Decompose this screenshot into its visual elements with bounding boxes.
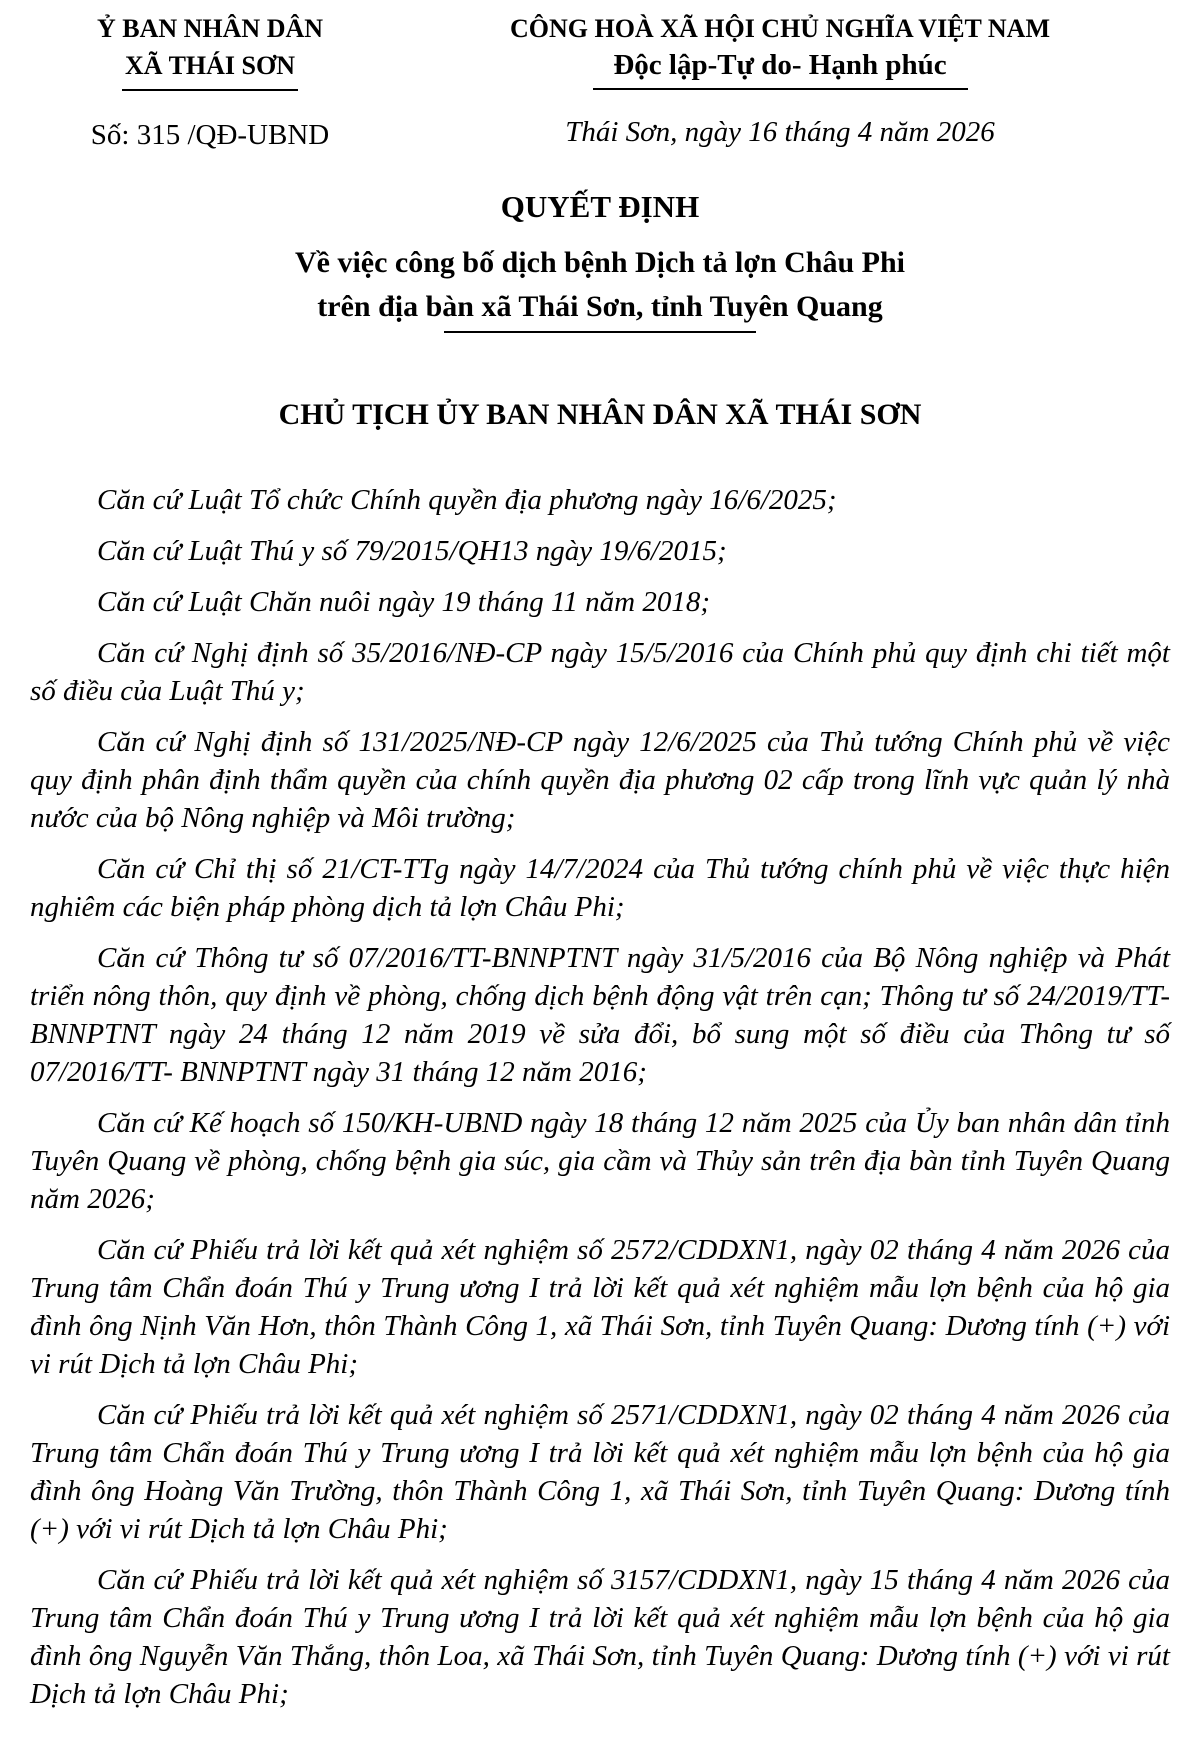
document-body <box>30 481 1170 1713</box>
document-header <box>30 10 1170 153</box>
national-republic-line: CÔNG HOÀ XÃ HỘI CHỦ NGHĨA VIỆT NAM <box>509 14 1051 43</box>
decision-subject-line1: Về việc công bố dịch bệnh Dịch tả lợn Châu Phi <box>294 246 906 279</box>
motto-divider <box>593 88 968 90</box>
issuing-org-block <box>30 10 390 153</box>
document-number: Số: 315 /QĐ-UBND <box>90 119 330 151</box>
body-paragraph: Căn cứ Phiếu trả lời kết quả xét nghiệm số 2571/CDDXN1, ngày 02 tháng 4 năm 2026 của Trung tâm Chẩn đoán Thú y Trung ương I trả lời kết quả xét nghiệm mẫu lợn bệnh của hộ gia đình ông Hoàng Văn Trường, thôn Thành Công 1, xã Thái Sơn, tỉnh Tuyên Quang: Dương tính (+) với vi rút Dịch tả lợn Châu Phi; <box>30 1399 1170 1545</box>
body-paragraph: Căn cứ Phiếu trả lời kết quả xét nghiệm số 2572/CDDXN1, ngày 02 tháng 4 năm 2026 của Trung tâm Chẩn đoán Thú y Trung ương I trả lời kết quả xét nghiệm mẫu lợn bệnh của hộ gia đình ông Nịnh Văn Hơn, thôn Thành Công 1, xã Thái Sơn, tỉnh Tuyên Quang: Dương tính (+) với vi rút Dịch tả lợn Châu Phi; <box>30 1234 1170 1380</box>
decision-heading: QUYẾT ĐỊNH <box>500 189 700 224</box>
body-paragraph: Căn cứ Luật Thú y số 79/2015/QH13 ngày 19/6/2015; <box>97 535 727 567</box>
issuing-org-divider <box>122 89 298 91</box>
body-paragraph: Căn cứ Nghị định số 35/2016/NĐ-CP ngày 15/5/2016 của Chính phủ quy định chi tiết một số điều của Luật Thú y; <box>30 637 1170 707</box>
national-motto-line: Độc lập-Tự do- Hạnh phúc <box>613 49 947 81</box>
place-date-line: Thái Sơn, ngày 16 tháng 4 năm 2026 <box>565 116 995 148</box>
title-block <box>30 187 1170 435</box>
body-paragraph: Căn cứ Kế hoạch số 150/KH-UBND ngày 18 tháng 12 năm 2025 của Ủy ban nhân dân tỉnh Tuyên Quang về phòng, chống bệnh gia súc, gia cầm và Thủy sản trên địa bàn tỉnh Tuyên Quang năm 2026; <box>30 1107 1170 1215</box>
national-header-block <box>390 10 1170 150</box>
body-paragraph: Căn cứ Luật Tổ chức Chính quyền địa phương ngày 16/6/2025; <box>97 484 837 516</box>
body-paragraph: Căn cứ Phiếu trả lời kết quả xét nghiệm số 3157/CDDXN1, ngày 15 tháng 4 năm 2026 của Trung tâm Chẩn đoán Thú y Trung ương I trả lời kết quả xét nghiệm mẫu lợn bệnh của hộ gia đình ông Nguyễn Văn Thắng, thôn Loa, xã Thái Sơn, tỉnh Tuyên Quang: Dương tính (+) với vi rút Dịch tả lợn Châu Phi; <box>30 1564 1170 1710</box>
issuing-org-line2: XÃ THÁI SƠN <box>124 51 295 80</box>
decision-subject-line2: trên địa bàn xã Thái Sơn, tỉnh Tuyên Quang <box>317 290 883 323</box>
authority-heading: CHỦ TỊCH ỦY BAN NHÂN DÂN XÃ THÁI SƠN <box>278 398 922 431</box>
title-divider <box>444 331 756 333</box>
issuing-org-line1: Ỷ BAN NHÂN DÂN <box>96 14 324 43</box>
body-paragraph: Căn cứ Nghị định số 131/2025/NĐ-CP ngày 12/6/2025 của Thủ tướng Chính phủ về việc quy định phân định thẩm quyền của chính quyền địa phương 02 cấp trong lĩnh vực quản lý nhà nước của bộ Nông nghiệp và Môi trường; <box>30 726 1170 834</box>
body-paragraph: Căn cứ Thông tư số 07/2016/TT-BNNPTNT ngày 31/5/2016 của Bộ Nông nghiệp và Phát triển nông thôn, quy định về phòng, chống dịch bệnh động vật trên cạn; Thông tư số 24/2019/TT-BNNPTNT ngày 24 tháng 12 năm 2019 về sửa đổi, bổ sung một số điều của Thông tư số 07/2016/TT- BNNPTNT ngày 31 tháng 12 năm 2016; <box>30 942 1170 1088</box>
body-paragraph: Căn cứ Luật Chăn nuôi ngày 19 tháng 11 năm 2018; <box>97 586 710 618</box>
body-paragraph: Căn cứ Chỉ thị số 21/CT-TTg ngày 14/7/2024 của Thủ tướng chính phủ về việc thực hiện nghiêm các biện pháp phòng dịch tả lợn Châu Phi; <box>30 853 1170 923</box>
